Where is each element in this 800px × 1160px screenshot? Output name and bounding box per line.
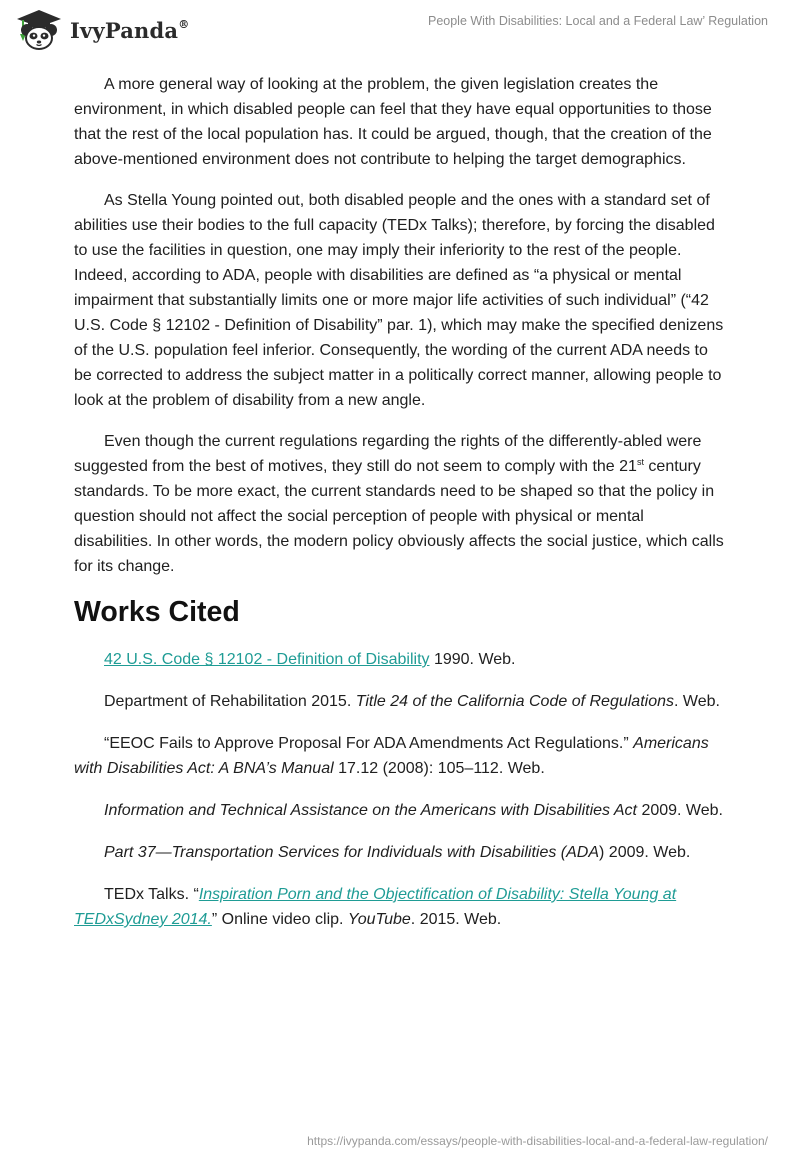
citation-5-end: ) 2009. Web. bbox=[599, 844, 691, 861]
logo-wordmark bbox=[70, 18, 189, 43]
logo-registered-mark: ® bbox=[178, 17, 190, 31]
citation-3-text: “EEOC Fails to Approve Proposal For ADA Amendments Act Regulations.” bbox=[104, 735, 634, 752]
citation-2 bbox=[74, 689, 726, 714]
citation-1-link[interactable]: 42 U.S. Code § 12102 - Definition of Disability bbox=[104, 651, 430, 668]
citation-3-title: Americans with Disabilities Act: A BNA’s Manual bbox=[74, 735, 709, 777]
citation-2-title: Title 24 of the California Code of Regulations bbox=[355, 693, 674, 710]
citation-4-end: 2009. Web. bbox=[637, 802, 723, 819]
logo-text: IvyPanda bbox=[70, 17, 179, 43]
page-header bbox=[0, 0, 800, 60]
citation-4 bbox=[74, 798, 726, 823]
paragraph-3 bbox=[74, 429, 726, 579]
citation-6-middle: ” Online video clip. bbox=[211, 911, 348, 928]
citation-1 bbox=[74, 647, 726, 672]
document-title: People With Disabilities: Local and a Federal Law’ Regulation bbox=[427, 14, 768, 28]
paragraph-1: A more general way of looking at the problem, the given legislation creates the environment, in which disabled people can feel that they have equal opportunities to those that the rest of the local population has. It could be argued, though, that the creation of the above-mentioned environment does not contribute to helping the target demographics. bbox=[74, 76, 712, 168]
citation-5 bbox=[74, 840, 726, 865]
citation-1-rest: 1990. Web. bbox=[429, 651, 516, 668]
citation-6-end: . 2015. Web. bbox=[410, 911, 502, 928]
citation-4-title: Information and Technical Assistance on the Americans with Disabilities Act bbox=[104, 802, 637, 819]
paragraph-2: As Stella Young pointed out, both disabled people and the ones with a standard set of abilities use their bodies to the full capacity (TEDx Talks); therefore, by forcing the disabled to use the facilities in question, one may imply their inferiority to the rest of the people. Indeed, according to ADA, people with disabilities are defined as “a physical or mental impairment that substantially limits one or more major life activities of such individual” (“42 U.S. Code § 12102 - Definition of Disability” par. 1), which may make the specified denizens of the U.S. population feel inferior. Consequently, the wording of the current ADA needs to be corrected to address the subject matter in a politically correct manner, allowing people to look at the problem of disability from a new angle. bbox=[74, 192, 724, 409]
citation-6-text: TEDx Talks. “ bbox=[104, 886, 199, 903]
ordinal-suffix: st bbox=[636, 457, 644, 467]
citation-3-end: 17.12 (2008): 105–112. Web. bbox=[333, 760, 545, 777]
panda-graduate-icon bbox=[14, 8, 64, 52]
ivypanda-logo[interactable] bbox=[14, 8, 189, 52]
citation-6-link[interactable]: Inspiration Porn and the Objectification of Disability: Stella Young at TEDxSydney 2014. bbox=[74, 886, 677, 928]
citation-6 bbox=[74, 882, 726, 932]
citation-5-title: Part 37—Transportation Services for Individuals with Disabilities (ADA bbox=[104, 844, 600, 861]
citation-6-source: YouTube bbox=[347, 911, 411, 928]
footer-url[interactable]: https://ivypanda.com/essays/people-with-disabilities-local-and-a-federal-law-regulation/ bbox=[307, 1134, 768, 1148]
paragraph-3-text: Even though the current regulations regarding the rights of the differently-abled were suggested from the best of motives, they still do not seem to comply with the 21 bbox=[74, 433, 702, 475]
citation-2-end: . Web. bbox=[673, 693, 720, 710]
paragraph-3-text-cont: century standards. To be more exact, the current standards need to be shaped so that the policy in question should not affect the social perception of people with physical or mental disabilities. In other words, the modern policy obviously affects the social justice, which calls for its change. bbox=[74, 458, 724, 575]
works-cited-heading: Works Cited bbox=[74, 596, 240, 628]
citation-3 bbox=[74, 731, 726, 781]
essay-content bbox=[74, 72, 726, 949]
citation-2-text: Department of Rehabilitation 2015. bbox=[104, 693, 356, 710]
